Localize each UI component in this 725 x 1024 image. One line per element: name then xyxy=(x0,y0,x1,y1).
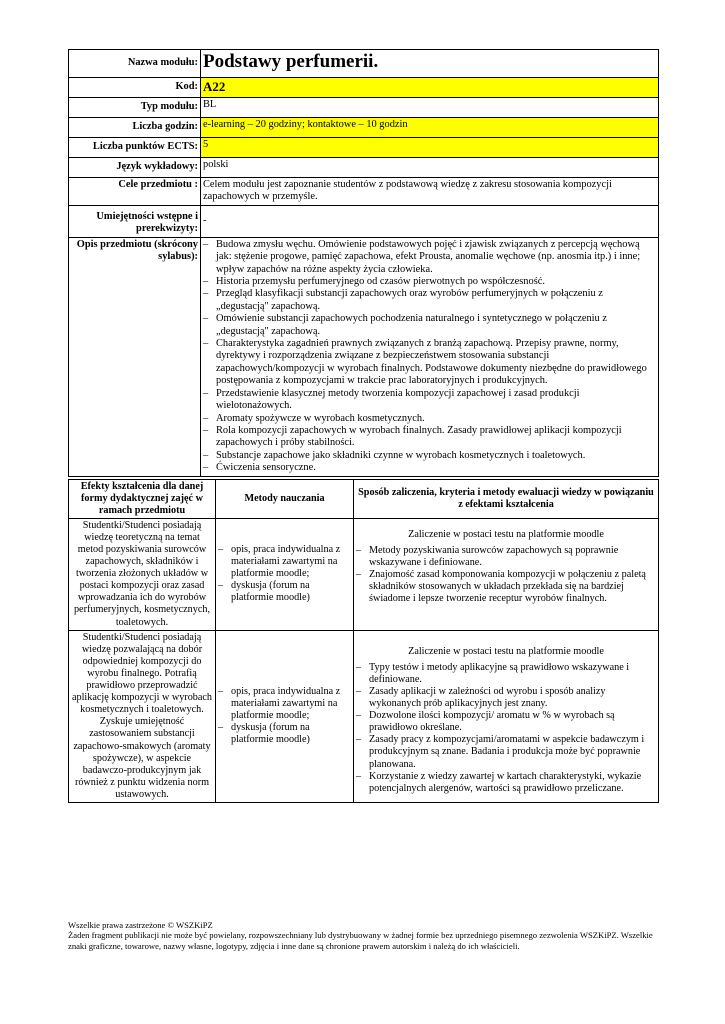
label-module-name: Nazwa modułu: xyxy=(69,50,201,78)
module-language: polski xyxy=(201,158,659,178)
header-methods: Metody nauczania xyxy=(216,479,354,518)
module-code: A22 xyxy=(201,78,659,98)
syllabus-list xyxy=(203,239,656,475)
method-item: – dyskusja (forum na platformie moodle) xyxy=(218,722,351,746)
module-type: BL xyxy=(201,98,659,118)
syllabus-item: – Substancje zapachowe jako składniki czynne w wyrobach kosmetycznych i toaletowych. xyxy=(203,450,656,462)
module-ects: 5 xyxy=(201,138,659,158)
header-evaluation: Sposób zaliczenia, kryteria i metody ewaluacji wiedzy w powiązaniu z efektami kształcenia xyxy=(354,479,659,518)
teaching-methods xyxy=(216,630,354,802)
evaluation-item: – Dozwolone ilości kompozycji/ aromatu w % w wyrobach są prawidłowo określane. xyxy=(356,710,656,734)
effect-description: Studentki/Studenci posiadają wiedzę teoretyczną na temat metod pozyskiwania surowców zapachowych, składników i tworzenia złożonych układów w postaci kompozycji oraz zasad wprowadzania ich do wyrobów perfumeryjnych, kosmetycznych, toaletowych. xyxy=(69,518,216,630)
label-ects: Liczba punktów ECTS: xyxy=(69,138,201,158)
method-item: – opis, praca indywidualna z materiałami zawartymi na platformie moodle; xyxy=(218,686,351,722)
label-language: Język wykładowy: xyxy=(69,158,201,178)
label-objectives: Cele przedmiotu : xyxy=(69,178,201,206)
evaluation-item: – Zasady pracy z kompozycjami/aromatami w aspekcie badawczym i produkcyjnym są znane. Badania i produkcja może być poprawnie planowana. xyxy=(356,734,656,770)
syllabus-item: – Ćwiczenia sensoryczne. xyxy=(203,462,656,474)
label-prerequisites: Umiejętności wstępne i prerekwizyty: xyxy=(69,205,201,237)
module-info-table xyxy=(68,49,659,477)
copyright-footer xyxy=(68,920,658,951)
method-item: – opis, praca indywidualna z materiałami zawartymi na platformie moodle; xyxy=(218,544,351,580)
teaching-methods xyxy=(216,518,354,630)
evaluation-item: – Typy testów i metody aplikacyjne są prawidłowo wskazywane i definiowane. xyxy=(356,662,656,686)
syllabus-cell xyxy=(201,237,659,476)
syllabus-item: – Aromaty spożywcze w wyrobach kosmetycznych. xyxy=(203,413,656,425)
module-name: Podstawy perfumerii. xyxy=(201,50,659,78)
syllabus-item: – Omówienie substancji zapachowych pochodzenia naturalnego i syntetycznego w połączeniu z „degustacją" zapachową. xyxy=(203,313,656,338)
label-hours: Liczba godzin: xyxy=(69,118,201,138)
syllabus-item: – Charakterystyka zagadnień prawnych związanych z branżą zapachową. Przepisy prawne, normy, dyrektywy i rozporządzenia związane z bezpieczeństwem stosowania substancji zapachowych/kompozycji w wyrobach finalnych. Podstawowe dokumenty niezbędne do prawidłowego postępowania z kompozycjami w trakcie prac laboratoryjnych i produkcyjnych. xyxy=(203,338,656,388)
learning-effects-table xyxy=(68,479,659,803)
copyright-line: Wszelkie prawa zastrzeżone © WSZKiPZ xyxy=(68,920,213,930)
evaluation-title: Zaliczenie w postaci testu na platformie moodle xyxy=(408,528,604,540)
copyright-notice: Żaden fragment publikacji nie może być powielany, rozpowszechniany lub dystrybuowany w żadnej formie bez uprzedniego pisemnego zezwolenia WSZKiPZ. Wszelkie znaki graficzne, towarowe, nazwy własne, logotypy, zdjęcia i inne dane są chronione prawem autorskim i należą do ich właścicieli. xyxy=(68,930,653,951)
module-card xyxy=(68,49,658,803)
syllabus-item: – Historia przemysłu perfumeryjnego od czasów pierwotnych po współczesność. xyxy=(203,276,656,288)
syllabus-item: – Przedstawienie klasycznej metody tworzenia kompozycji zapachowej i zasad produkcji wielotonażowych. xyxy=(203,388,656,413)
header-effects: Efekty kształcenia dla danej formy dydaktycznej zajęć w ramach przedmiotu xyxy=(69,479,216,518)
syllabus-item: – Przegląd klasyfikacji substancji zapachowych oraz wyrobów perfumeryjnych w połączeniu z „degustacją" zapachową. xyxy=(203,288,656,313)
label-code: Kod: xyxy=(69,78,201,98)
syllabus-item: – Budowa zmysłu węchu. Omówienie podstawowych pojęć i zjawisk związanych z percepcją węchową jak: stężenie progowe, pamięć zapachowa, efekt Prousta, anomalie węchowe (np. anosmia itp.) i inne; wpływ zapachów na różne aspekty życia człowieka. xyxy=(203,239,656,276)
evaluation-item: – Korzystanie z wiedzy zawartej w kartach charakterystyki, wykazie potencjalnych alergenów, wartości są prawidłowo przeliczane. xyxy=(356,771,656,795)
evaluation-cell xyxy=(354,518,659,630)
evaluation-title: Zaliczenie w postaci testu na platformie moodle xyxy=(408,645,604,657)
evaluation-item: – Zasady aplikacji w zależności od wyrobu i sposób analizy wykonanych prób aplikacyjnych jest znany. xyxy=(356,686,656,710)
module-prerequisites: - xyxy=(201,205,659,237)
method-item: – dyskusja (forum na platformie moodle) xyxy=(218,580,351,604)
evaluation-item: – Znajomość zasad komponowania kompozycji w połączeniu z paletą składników stosowanych w układach przekłada się na bardziej świadome i lepsze tworzenie receptur wyrobów finalnych. xyxy=(356,569,656,605)
evaluation-cell xyxy=(354,630,659,802)
effect-description: Studentki/Studenci posiadają wiedzę pozwalającą na dobór odpowiedniej kompozycji do wyrobu finalnego. Potrafią prawidłowo przeprowadzić aplikację kompozycji w wyrobach kosmetycznych i toaletowych. Zyskuje umiejętność zastosowaniem substancji zapachowo-smakowych (aromaty spożywcze), w aspekcie badawczo-produkcyjnym jak również z punktu widzenia norm ustawowych. xyxy=(69,630,216,802)
evaluation-item: – Metody pozyskiwania surowców zapachowych są poprawnie wskazywane i definiowane. xyxy=(356,545,656,569)
label-module-type: Typ modułu: xyxy=(69,98,201,118)
module-objectives: Celem modułu jest zapoznanie studentów z podstawową wiedzę z zakresu stosowania kompozycji zapachowych w przemyśle. xyxy=(201,178,659,206)
syllabus-item: – Rola kompozycji zapachowych w wyrobach finalnych. Zasady prawidłowej aplikacji kompozycji zapachowych i próby stabilności. xyxy=(203,425,656,450)
module-hours: e-learning – 20 godziny; kontaktowe – 10 godzin xyxy=(201,118,659,138)
label-syllabus: Opis przedmiotu (skrócony sylabus): xyxy=(69,237,201,476)
